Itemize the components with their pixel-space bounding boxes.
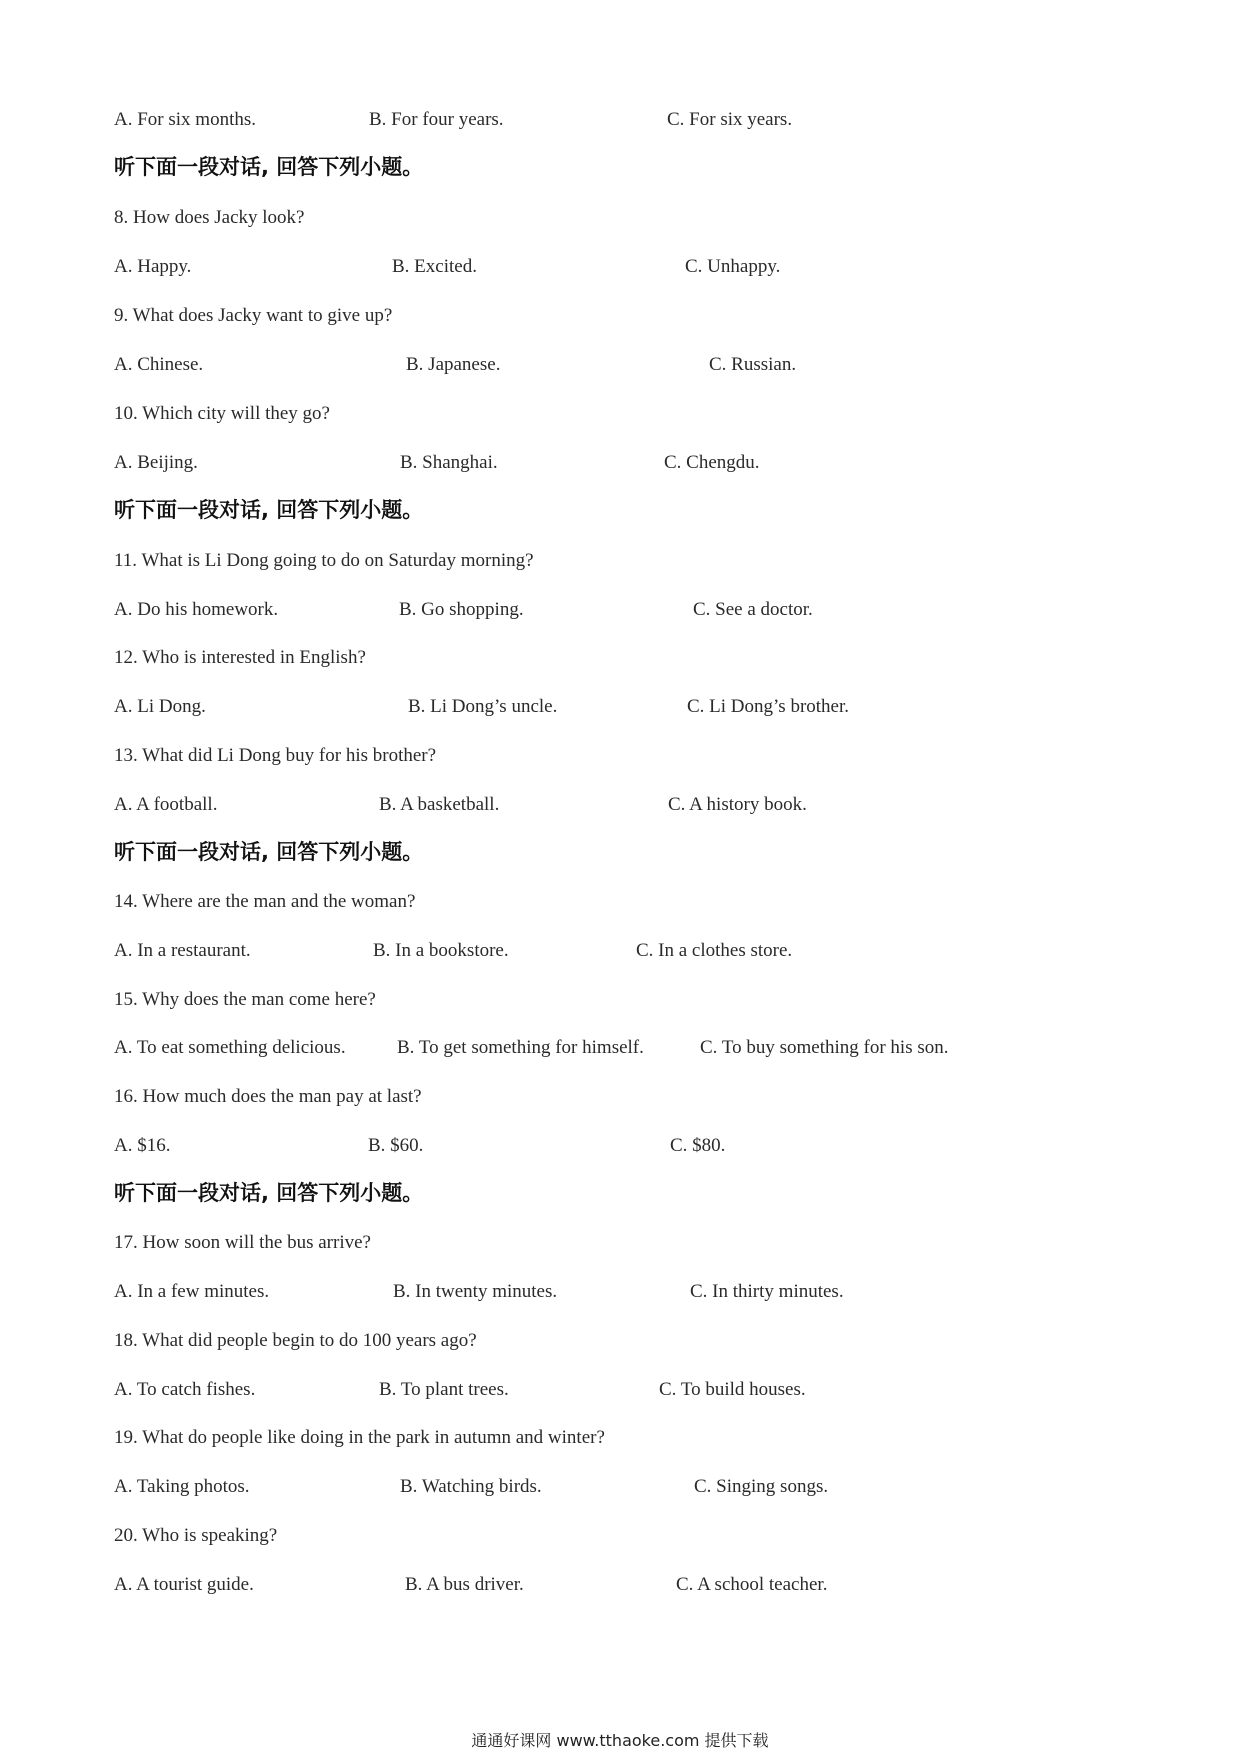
option-c: C. A school teacher.	[676, 1574, 828, 1595]
option-b: B. In a bookstore.	[373, 940, 509, 961]
question-16: 16. How much does the man pay at last?	[114, 1086, 422, 1107]
option-a: A. In a few minutes.	[114, 1281, 270, 1302]
option-a: A. Beijing.	[114, 452, 198, 473]
option-a: A. A football.	[114, 794, 218, 815]
page-footer: 通通好课网 www.tthaoke.com 提供下载	[471, 1731, 769, 1750]
option-b: B. Li Dong’s uncle.	[408, 696, 558, 717]
question-15: 15. Why does the man come here?	[114, 989, 376, 1010]
option-c: C. To build houses.	[659, 1379, 806, 1400]
option-c: C. Chengdu.	[664, 452, 760, 473]
option-b: B. For four years.	[369, 109, 504, 130]
option-a: A. A tourist guide.	[114, 1574, 254, 1595]
option-c: C. Li Dong’s brother.	[687, 696, 850, 717]
question-19: 19. What do people like doing in the park in autumn and winter?	[114, 1427, 605, 1448]
option-c: C. Singing songs.	[694, 1476, 829, 1497]
option-a: A. Li Dong.	[114, 696, 206, 717]
option-b: B. Go shopping.	[399, 599, 524, 620]
question-18: 18. What did people begin to do 100 years ago?	[114, 1330, 477, 1351]
option-a: A. Happy.	[114, 256, 192, 277]
question-20: 20. Who is speaking?	[114, 1525, 278, 1546]
option-c: C. In thirty minutes.	[690, 1281, 844, 1302]
question-10: 10. Which city will they go?	[114, 403, 330, 424]
option-a: A. Do his homework.	[114, 599, 279, 620]
option-b: B. A basketball.	[379, 794, 500, 815]
option-c: C. To buy something for his son.	[700, 1037, 949, 1058]
option-a: A. To catch fishes.	[114, 1379, 256, 1400]
question-9: 9. What does Jacky want to give up?	[114, 305, 393, 326]
question-12: 12. Who is interested in English?	[114, 647, 366, 668]
option-c: C. Russian.	[709, 354, 797, 375]
section-heading: 听下面一段对话, 回答下列小题。	[114, 498, 424, 522]
option-b: B. Excited.	[392, 256, 477, 277]
option-a: A. To eat something delicious.	[114, 1037, 346, 1058]
option-b: B. To plant trees.	[379, 1379, 509, 1400]
question-8: 8. How does Jacky look?	[114, 207, 305, 228]
question-11: 11. What is Li Dong going to do on Saturday morning?	[114, 550, 534, 571]
option-b: B. Japanese.	[406, 354, 501, 375]
option-c: C. A history book.	[668, 794, 807, 815]
option-c: C. $80.	[670, 1135, 726, 1156]
option-c: C. See a doctor.	[693, 599, 813, 620]
section-heading: 听下面一段对话, 回答下列小题。	[114, 155, 424, 179]
option-a: A. In a restaurant.	[114, 940, 251, 961]
option-a: A. Chinese.	[114, 354, 204, 375]
option-c: C. In a clothes store.	[636, 940, 793, 961]
option-b: B. Watching birds.	[400, 1476, 542, 1497]
option-a: A. $16.	[114, 1135, 171, 1156]
section-heading: 听下面一段对话, 回答下列小题。	[114, 1181, 424, 1205]
question-13: 13. What did Li Dong buy for his brother?	[114, 745, 437, 766]
option-a: A. Taking photos.	[114, 1476, 250, 1497]
question-14: 14. Where are the man and the woman?	[114, 891, 416, 912]
option-a: A. For six months.	[114, 109, 256, 130]
section-heading: 听下面一段对话, 回答下列小题。	[114, 840, 424, 864]
question-17: 17. How soon will the bus arrive?	[114, 1232, 371, 1253]
option-b: B. In twenty minutes.	[393, 1281, 558, 1302]
option-b: B. A bus driver.	[405, 1574, 524, 1595]
option-b: B. To get something for himself.	[397, 1037, 644, 1058]
option-b: B. $60.	[368, 1135, 424, 1156]
option-b: B. Shanghai.	[400, 452, 498, 473]
option-c: C. For six years.	[667, 109, 793, 130]
option-c: C. Unhappy.	[685, 256, 781, 277]
